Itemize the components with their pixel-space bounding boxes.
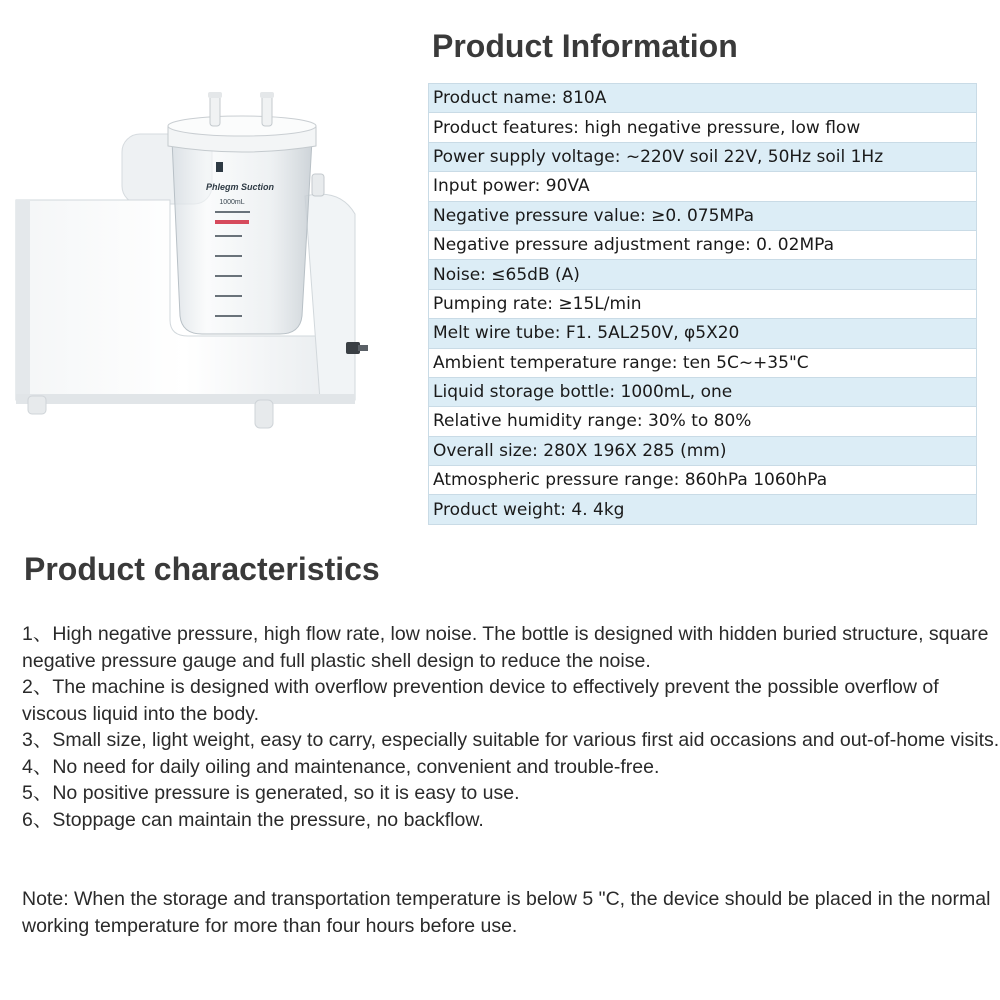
table-row: [429, 348, 977, 377]
table-row: [429, 495, 977, 524]
spec-cell: Negative pressure value: ≥0. 075MPa: [429, 201, 977, 230]
list-item: 6、Stoppage can maintain the pressure, no backflow.: [22, 808, 484, 831]
spec-cell: Relative humidity range: 30% to 80%: [429, 407, 977, 436]
suction-machine-illustration: [10, 88, 410, 438]
list-item: 4、No need for daily oiling and maintenance, convenient and trouble-free.: [22, 755, 660, 778]
storage-note: Note: When the storage and transportation temperature is below 5 "C, the device should be placed in the normal working temperature for more than four hours before use.: [22, 888, 991, 937]
table-row: [429, 407, 977, 436]
spec-cell: Negative pressure adjustment range: 0. 02MPa: [429, 230, 977, 259]
table-row: [429, 84, 977, 113]
table-row: [429, 319, 977, 348]
spec-cell: Pumping rate: ≥15L/min: [429, 289, 977, 318]
table-row: [429, 377, 977, 406]
spec-cell: Product weight: 4. 4kg: [429, 495, 977, 524]
table-row: [429, 230, 977, 259]
table-row: [429, 142, 977, 171]
table-row: [429, 172, 977, 201]
spec-cell: Power supply voltage: ~220V soil 22V, 50Hz soil 1Hz: [429, 142, 977, 171]
spec-cell: Noise: ≤65dB (A): [429, 260, 977, 289]
table-row: [429, 289, 977, 318]
product-image: [10, 88, 410, 438]
bottle-brand-label: Phlegm Suction: [205, 182, 275, 192]
list-item: 1、High negative pressure, high flow rate, low noise. The bottle is designed with hidden buried structure, square negative pressure gauge and full plastic shell design to reduce the noise.: [22, 623, 989, 672]
table-row: [429, 466, 977, 495]
spec-cell: Ambient temperature range: ten 5C~+35"C: [429, 348, 977, 377]
list-item: 3、Small size, light weight, easy to carry, especially suitable for various first aid occasions and out-of-home visits.: [22, 729, 1000, 751]
table-row: [429, 201, 977, 230]
spec-cell: Product name: 810A: [429, 84, 977, 113]
spec-cell: Liquid storage bottle: 1000mL, one: [429, 377, 977, 406]
spec-table: [428, 83, 977, 525]
spec-cell: Atmospheric pressure range: 860hPa 1060hPa: [429, 466, 977, 495]
characteristics-list: [22, 621, 1000, 833]
table-row: [429, 260, 977, 289]
list-item: 5、No positive pressure is generated, so it is easy to use.: [22, 782, 520, 804]
list-item: 2、The machine is designed with overflow prevention device to effectively prevent the possible overflow of viscous liquid into the body.: [22, 676, 939, 725]
spec-cell: Overall size: 280X 196X 285 (mm): [429, 436, 977, 465]
bottle-capacity-label: 1000mL: [219, 199, 245, 206]
table-row: [429, 436, 977, 465]
spec-cell: Melt wire tube: F1. 5AL250V, φ5X20: [429, 319, 977, 348]
spec-cell: Product features: high negative pressure, low flow: [429, 113, 977, 142]
spec-cell: Input power: 90VA: [429, 172, 977, 201]
table-row: [429, 113, 977, 142]
product-information-title: Product Information: [432, 28, 738, 64]
product-characteristics-title: Product characteristics: [24, 551, 380, 587]
